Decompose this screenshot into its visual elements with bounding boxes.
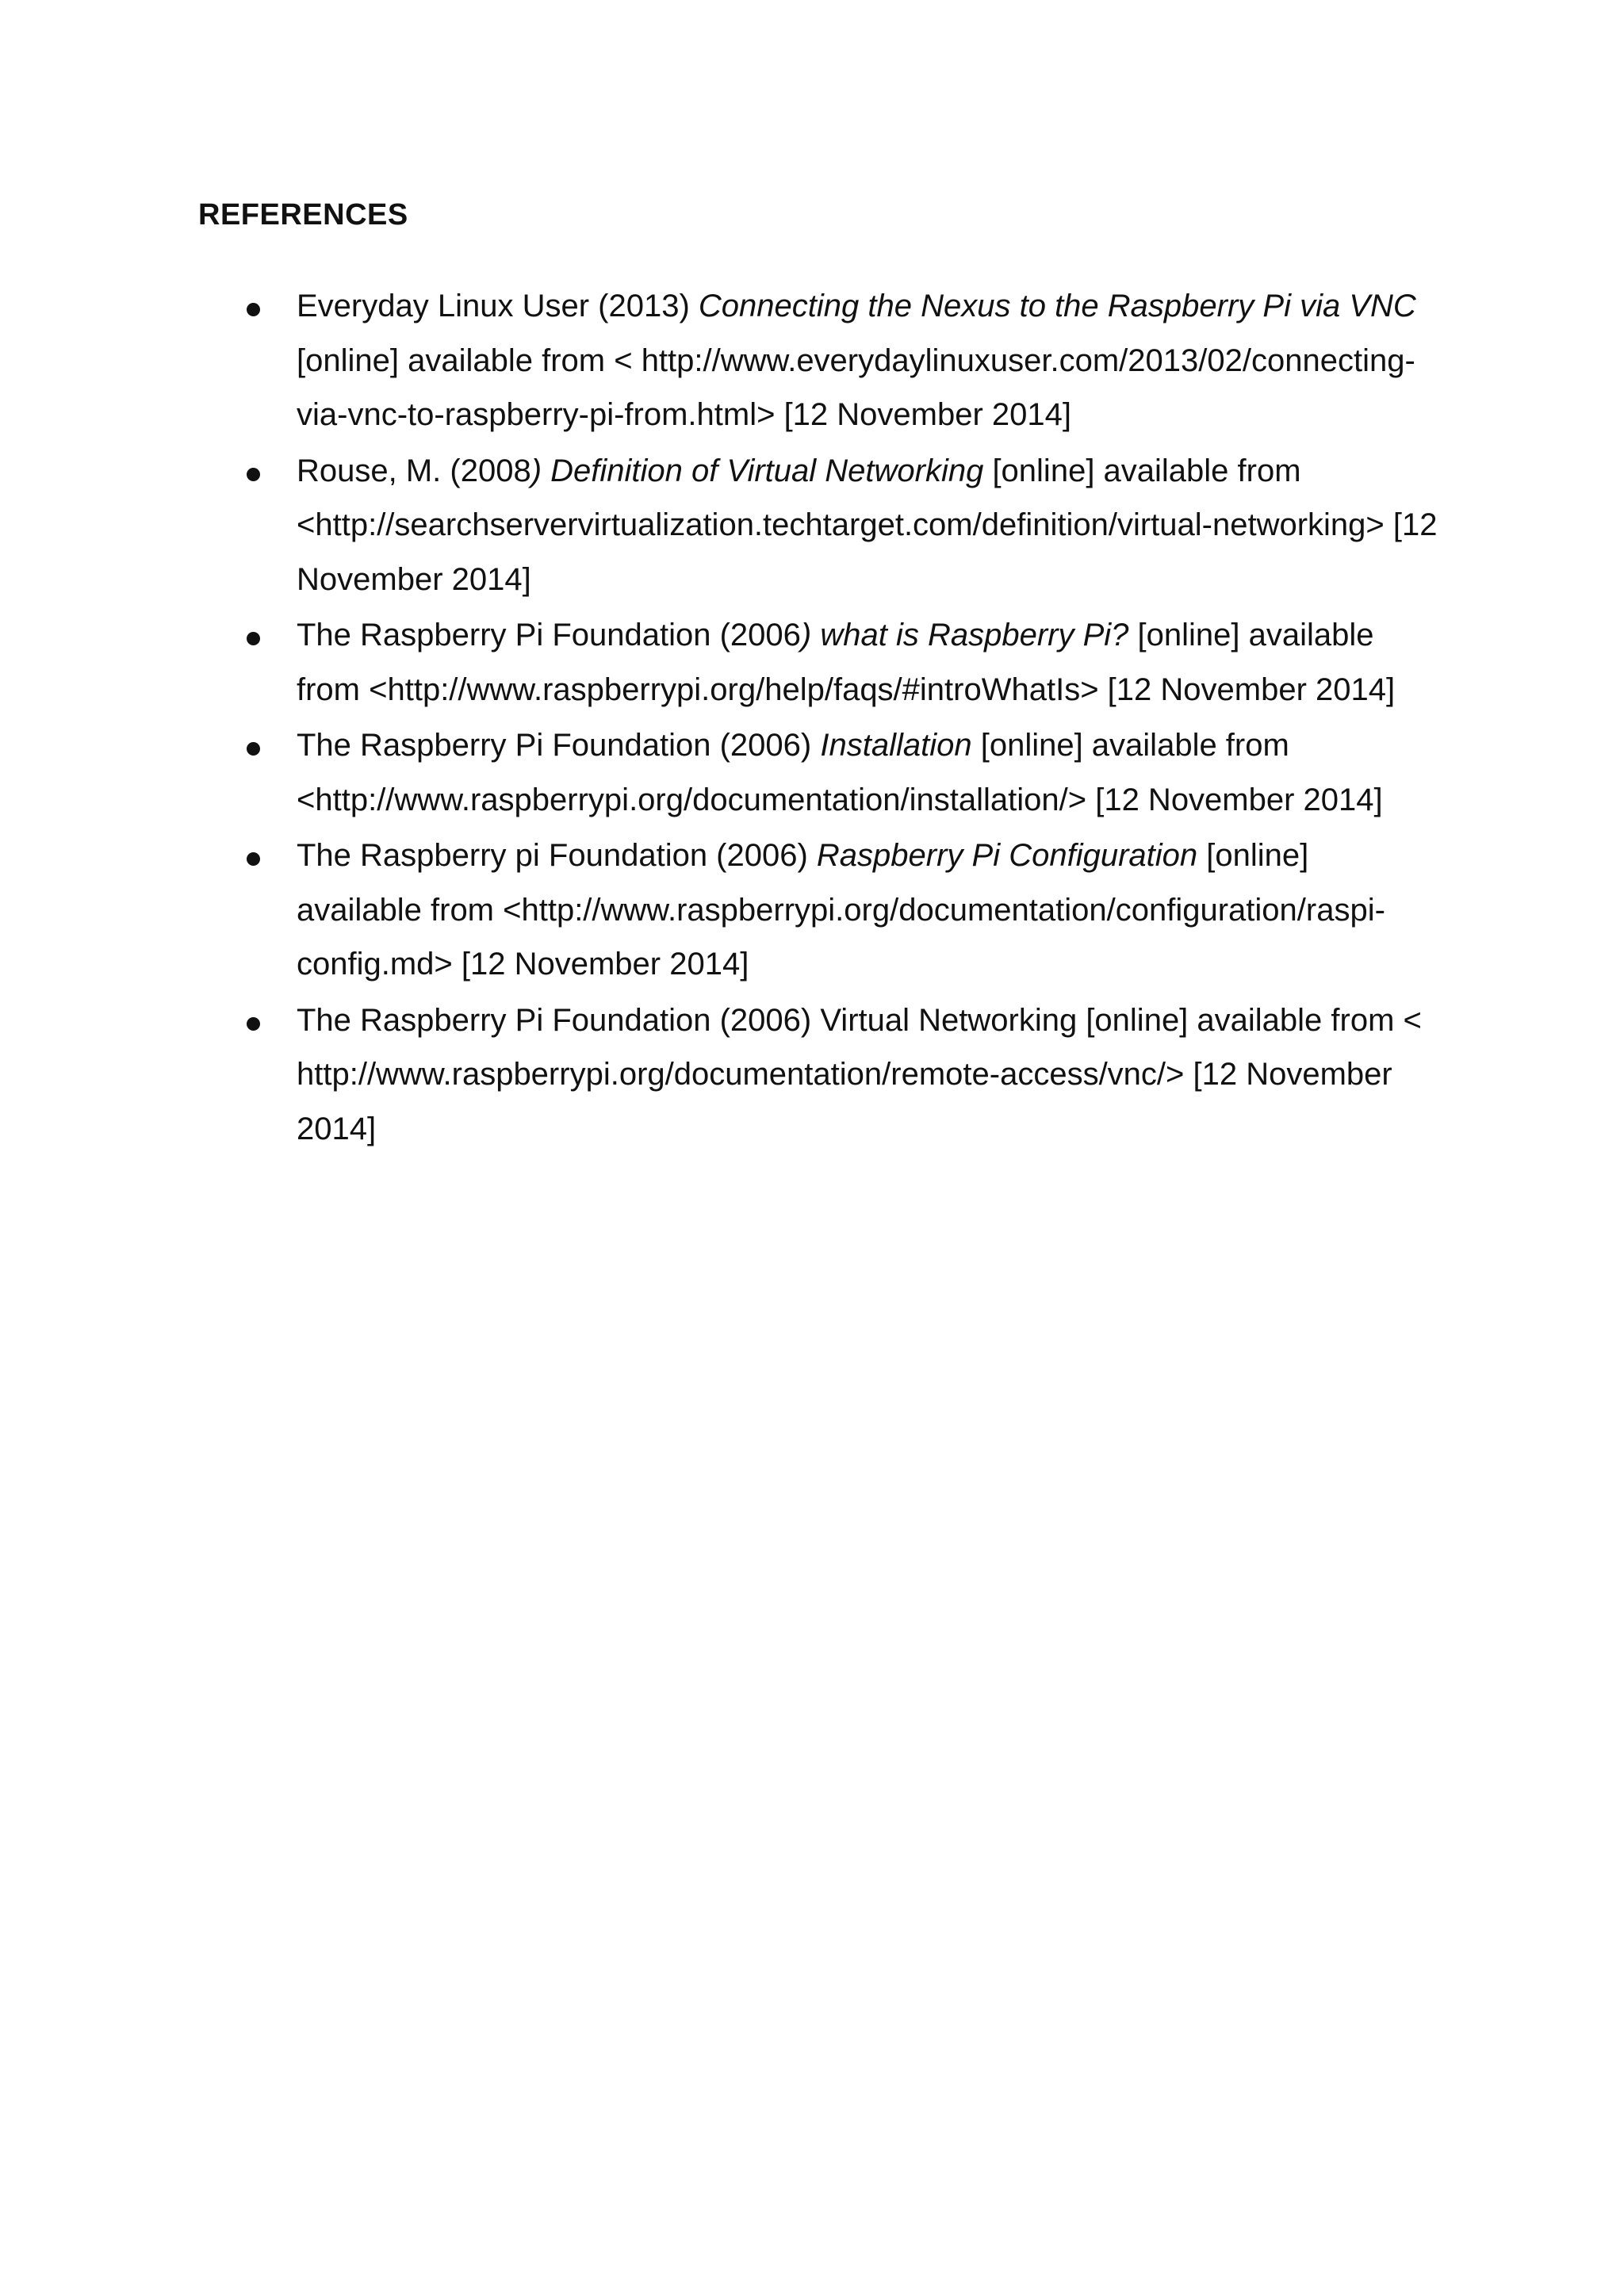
reference-source: [online] available from <http://www.raspberrypi.org/documentation/configuration/raspi-config.md> [12 November 2014] [297,838,1385,982]
reference-author-year: The Raspberry Pi Foundation (2006 [297,618,801,652]
reference-title: Installation [820,728,972,763]
bullet-icon [247,468,260,481]
bullet-icon [247,1017,260,1031]
reference-item [297,828,1438,992]
reference-item [297,718,1438,827]
references-heading: REFERENCES [198,198,408,232]
reference-source: [online] available from <http://www.raspberrypi.org/documentation/installation/> [12 November 2014] [297,728,1383,817]
bullet-icon [247,852,260,866]
reference-author-year: Rouse, M. (2008 [297,453,531,488]
reference-text: The Raspberry Pi Foundation (2006) Virtual Networking [online] available from < http://www.raspberrypi.org/documentation/remote-access/vnc/> [12 November 2014] [297,1002,1422,1146]
reference-author-year: The Raspberry Pi Foundation (2006) [297,728,821,763]
reference-title: ) what is Raspberry Pi? [800,618,1129,652]
reference-item [297,608,1438,717]
reference-source: [online] available from <http://searchservervirtualization.techtarget.com/definition/virtual-networking> [12 November 2014] [297,453,1438,597]
reference-item [297,993,1438,1157]
bullet-icon [247,632,260,645]
reference-title: Connecting the Nexus to the Raspberry Pi via VNC [698,289,1416,323]
reference-author-year: The Raspberry pi Foundation (2006) [297,838,817,873]
bullet-icon [247,742,260,756]
reference-author-year: Everyday Linux User (2013) [297,289,699,323]
bullet-icon [247,303,260,316]
reference-list [297,279,1438,1158]
reference-title: Raspberry Pi Configuration [816,838,1198,873]
reference-source: [online] available from < http://www.everydaylinuxuser.com/2013/02/connecting-via-vnc-to-raspberry-pi-from.html> [12 November 2014] [297,342,1415,432]
reference-source: [online] available from <http://www.raspberrypi.org/help/faqs/#introWhatIs> [12 November 2014] [297,618,1396,707]
reference-title: ) Definition of Virtual Networking [530,453,984,488]
reference-item [297,279,1438,442]
reference-item [297,444,1438,607]
